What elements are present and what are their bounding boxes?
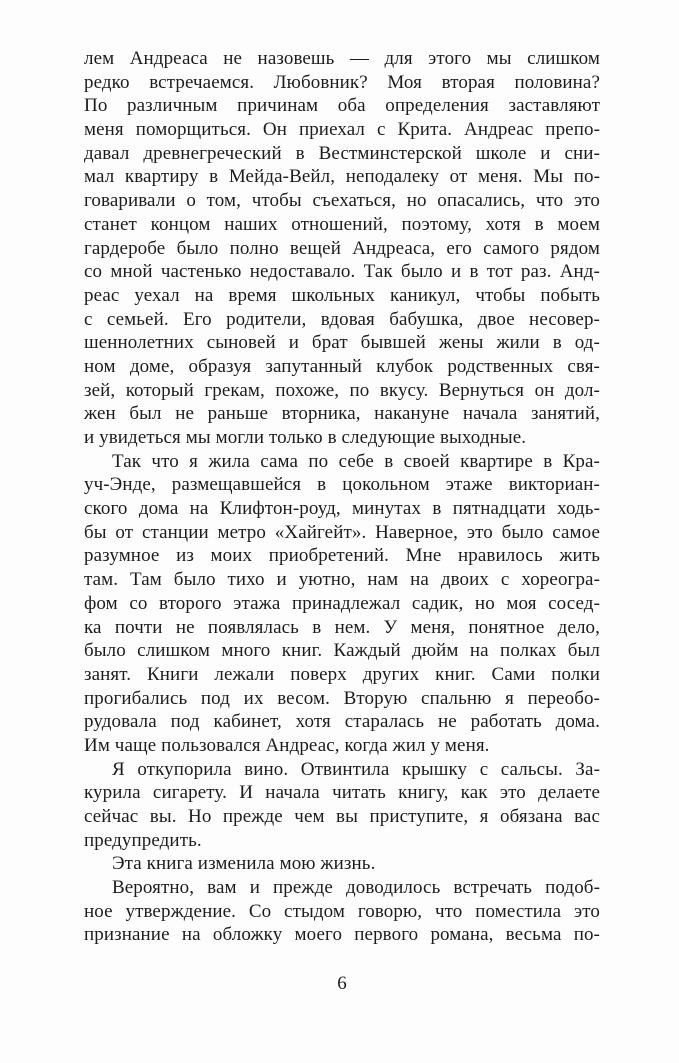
text-line: гардеробе было полно вещей Андреаса, его самого рядом (84, 237, 600, 259)
text-line: с семьей. Его родители, вдовая бабушка, двое несовер- (84, 308, 600, 330)
text-line: предупредить. (84, 829, 202, 851)
text-line: фом со второго этажа принадлежал садик, но моя сосед- (84, 592, 600, 614)
text-line: ном доме, образуя запутанный клубок родственных свя- (84, 355, 600, 377)
text-line: меня поморщиться. Он приехал с Крита. Андреас препо- (84, 119, 600, 141)
page-number: 6 (337, 973, 347, 994)
text-line: зей, который грекам, похоже, по вкусу. Вернуться он дол- (84, 379, 600, 401)
text-line: ное утверждение. Со стыдом говорю, что поместила это (84, 900, 600, 922)
text-line: жен был не раньше вторника, накануне начала занятий, (84, 403, 600, 425)
text-line: Я откупорила вино. Отвинтила крышку с сальсы. За- (112, 758, 600, 780)
text-line: разумное из моих приобретений. Мне нравилось жить (84, 545, 600, 567)
text-line: там. Там было тихо и уютно, нам на двоих с хореогра- (84, 569, 600, 591)
text-line: Эта книга изменила мою жизнь. (112, 853, 376, 875)
text-line: реас уехал на время школьных каникул, чтобы побыть (84, 284, 600, 306)
text-line: признание на обложку моего первого романа, весьма по- (84, 924, 600, 946)
text-line: Им чаще пользовался Андреас, когда жил у меня. (84, 734, 490, 756)
text-line: было слишком много книг. Каждый дюйм на полках был (84, 640, 600, 662)
text-line: со мной частенько недоставало. Так было и в тот раз. Анд- (84, 261, 600, 283)
text-line: редко встречаемся. Любовник? Моя вторая половина? (84, 71, 600, 93)
text-line: Вероятно, вам и прежде доводилось встречать подоб- (112, 877, 600, 899)
text-line: лем Андреаса не назовешь — для этого мы слишком (84, 48, 600, 69)
text-line: прогибались под их весом. Вторую спальню я переобо- (84, 687, 600, 709)
text-line: шеннолетних сыновей и брат бывшей жены жили в од- (84, 332, 600, 354)
text-line: давал древнегреческий в Вестминстерской школе и сни- (84, 142, 600, 164)
text-line: рудовала под кабинет, хотя старалась не работать дома. (84, 711, 600, 733)
text-line: курила сигарету. И начала читать книгу, как это делаете (84, 782, 600, 804)
text-line: бы от станции метро «Хайгейт». Наверное, это было самое (84, 521, 600, 543)
text-line: и увидеться мы могли только в следующие выходные. (84, 427, 527, 448)
text-line: мал квартиру в Мейда-Вейл, неподалеку от меня. Мы по- (84, 166, 600, 188)
text-line: уч-Энде, размещавшейся в цокольном этаже викториан- (84, 474, 600, 496)
text-line: ского дома на Клифтон-роуд, минутах в пятнадцати ходь- (84, 498, 600, 520)
text-line: По различным причинам оба определения заставляют (84, 95, 600, 117)
text-line: Так что я жила сама по себе в своей квартире в Кра- (112, 450, 600, 472)
text-line: станет концом наших отношений, поэтому, хотя в моем (84, 213, 600, 235)
page-text (84, 47, 600, 947)
text-line: занят. Книги лежали поверх других книг. Сами полки (84, 663, 600, 685)
text-line: говаривали о том, чтобы съехаться, но опасались, что это (84, 190, 600, 212)
text-line: ка почти не появлялась в нем. У меня, понятное дело, (84, 616, 600, 638)
text-line: сейчас вы. Но прежде чем вы приступите, я обязана вас (84, 806, 600, 827)
